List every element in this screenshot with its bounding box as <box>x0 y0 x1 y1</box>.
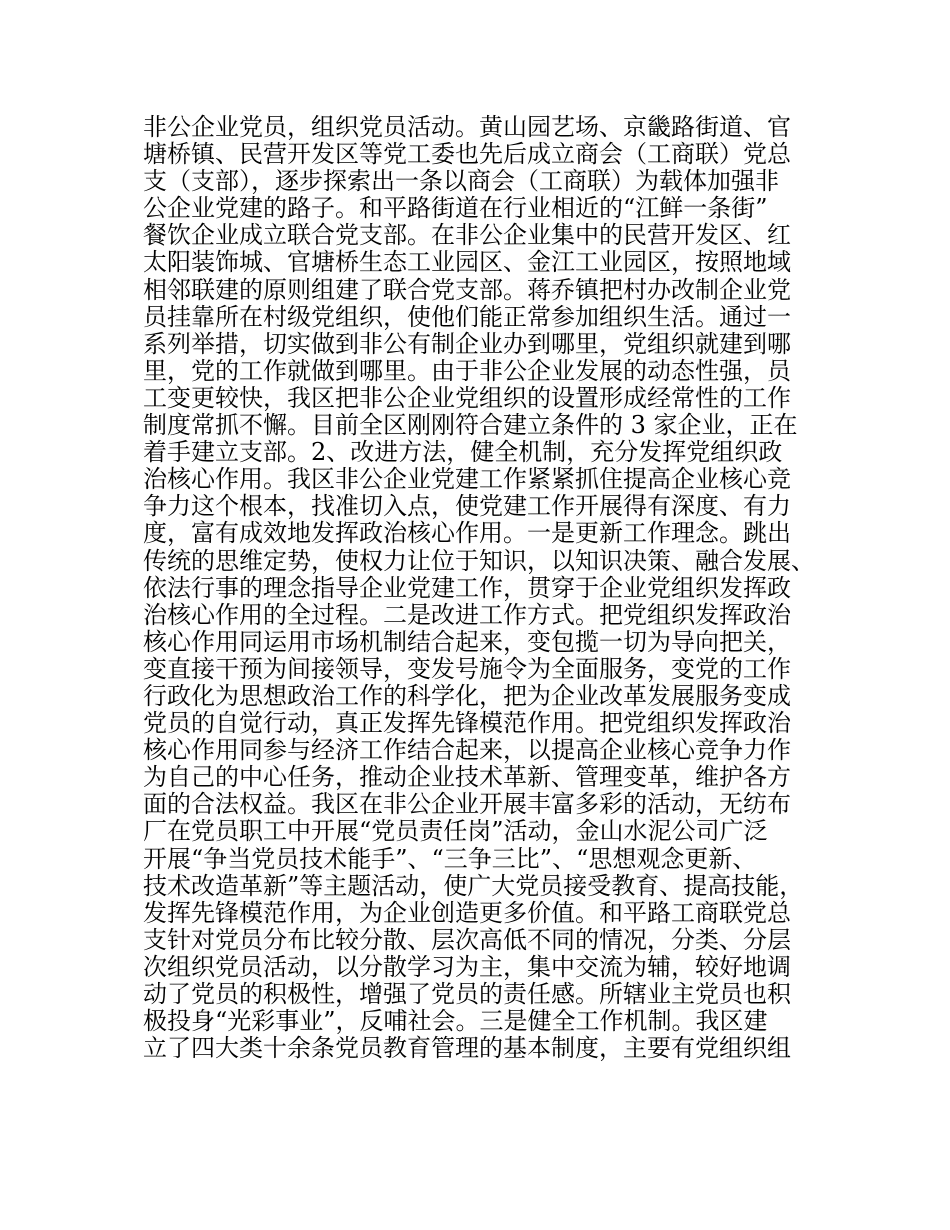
text-line: 争力这个根本，找准切入点，使党建工作开展得有深度、有力 <box>143 492 791 521</box>
text-line: 制度常抓不懈。目前全区刚刚符合建立条件的 3 家企业，正在 <box>143 411 798 440</box>
text-line: 传统的思维定势，使权力让位于知识，以知识决策、融合发展、 <box>143 546 815 575</box>
body-text <box>143 114 823 1062</box>
text-line: 行政化为思想政治工作的科学化，把为企业改革发展服务变成 <box>143 681 791 710</box>
text-line: 技术改造革新”等主题活动，使广大党员接受教育、提高技能， <box>143 871 804 900</box>
text-line: 塘桥镇、民营开发区等党工委也先后成立商会（工商联）党总 <box>143 140 791 169</box>
text-line: 立了四大类十余条党员教育管理的基本制度，主要有党组织组 <box>143 1034 791 1063</box>
text-line: 党员的自觉行动，真正发挥先锋模范作用。把党组织发挥政治 <box>143 709 791 738</box>
text-line: 开展“争当党员技术能手”、“三争三比”、“思想观念更新、 <box>143 844 757 873</box>
text-line: 治核心作用的全过程。二是改进工作方式。把党组织发挥政治 <box>143 600 791 629</box>
text-line: 度，富有成效地发挥政治核心作用。一是更新工作理念。跳出 <box>143 519 791 548</box>
text-line: 为自己的中心任务，推动企业技术革新、管理变革，维护各方 <box>143 763 791 792</box>
text-line: 工变更较快，我区把非公企业党组织的设置形成经常性的工作 <box>143 383 791 412</box>
text-line: 非公企业党员，组织党员活动。黄山园艺场、京畿路街道、官 <box>143 113 791 141</box>
text-line: 面的合法权益。我区在非公企业开展丰富多彩的活动，无纺布 <box>143 790 791 819</box>
text-line: 依法行事的理念指导企业党建工作，贯穿于企业党组织发挥政 <box>143 573 791 602</box>
text-line: 厂在党员职工中开展“党员责任岗”活动，金山水泥公司广泛 <box>143 817 768 846</box>
text-line: 支（支部），逐步探索出一条以商会（工商联）为载体加强非 <box>143 167 779 196</box>
text-line: 支针对党员分布比较分散、层次高低不同的情况，分类、分层 <box>143 925 791 954</box>
text-line: 治核心作用。我区非公企业党建工作紧紧抓住提高企业核心竞 <box>143 465 791 494</box>
text-line: 员挂靠所在村级党组织，使他们能正常参加组织生活。通过一 <box>143 302 791 331</box>
text-line: 核心作用同参与经济工作结合起来，以提高企业核心竞争力作 <box>143 736 791 765</box>
text-line: 里，党的工作就做到哪里。由于非公企业发展的动态性强，员 <box>143 356 791 385</box>
text-line: 餐饮企业成立联合党支部。在非公企业集中的民营开发区、红 <box>143 221 791 250</box>
text-line: 动了党员的积极性，增强了党员的责任感。所辖业主党员也积 <box>143 980 791 1008</box>
text-line: 极投身“光彩事业”，反哺社会。三是健全工作机制。我区建 <box>143 1007 768 1036</box>
text-line: 公企业党建的路子。和平路街道在行业相近的“江鲜一条街” <box>143 194 768 223</box>
text-line: 着手建立支部。2、改进方法，健全机制，充分发挥党组织政 <box>143 438 783 467</box>
text-line: 太阳装饰城、官塘桥生态工业园区、金江工业园区，按照地域 <box>143 248 791 277</box>
text-line: 发挥先锋模范作用，为企业创造更多价值。和平路工商联党总 <box>143 898 791 927</box>
text-line: 次组织党员活动，以分散学习为主，集中交流为辅，较好地调 <box>143 952 791 981</box>
text-line: 变直接干预为间接领导，变发号施令为全面服务，变党的工作 <box>143 654 791 683</box>
text-line: 相邻联建的原则组建了联合党支部。蒋乔镇把村办改制企业党 <box>143 275 791 304</box>
text-line: 系列举措，切实做到非公有制企业办到哪里，党组织就建到哪 <box>143 329 791 358</box>
text-line: 核心作用同运用市场机制结合起来，变包揽一切为导向把关， <box>143 627 791 656</box>
